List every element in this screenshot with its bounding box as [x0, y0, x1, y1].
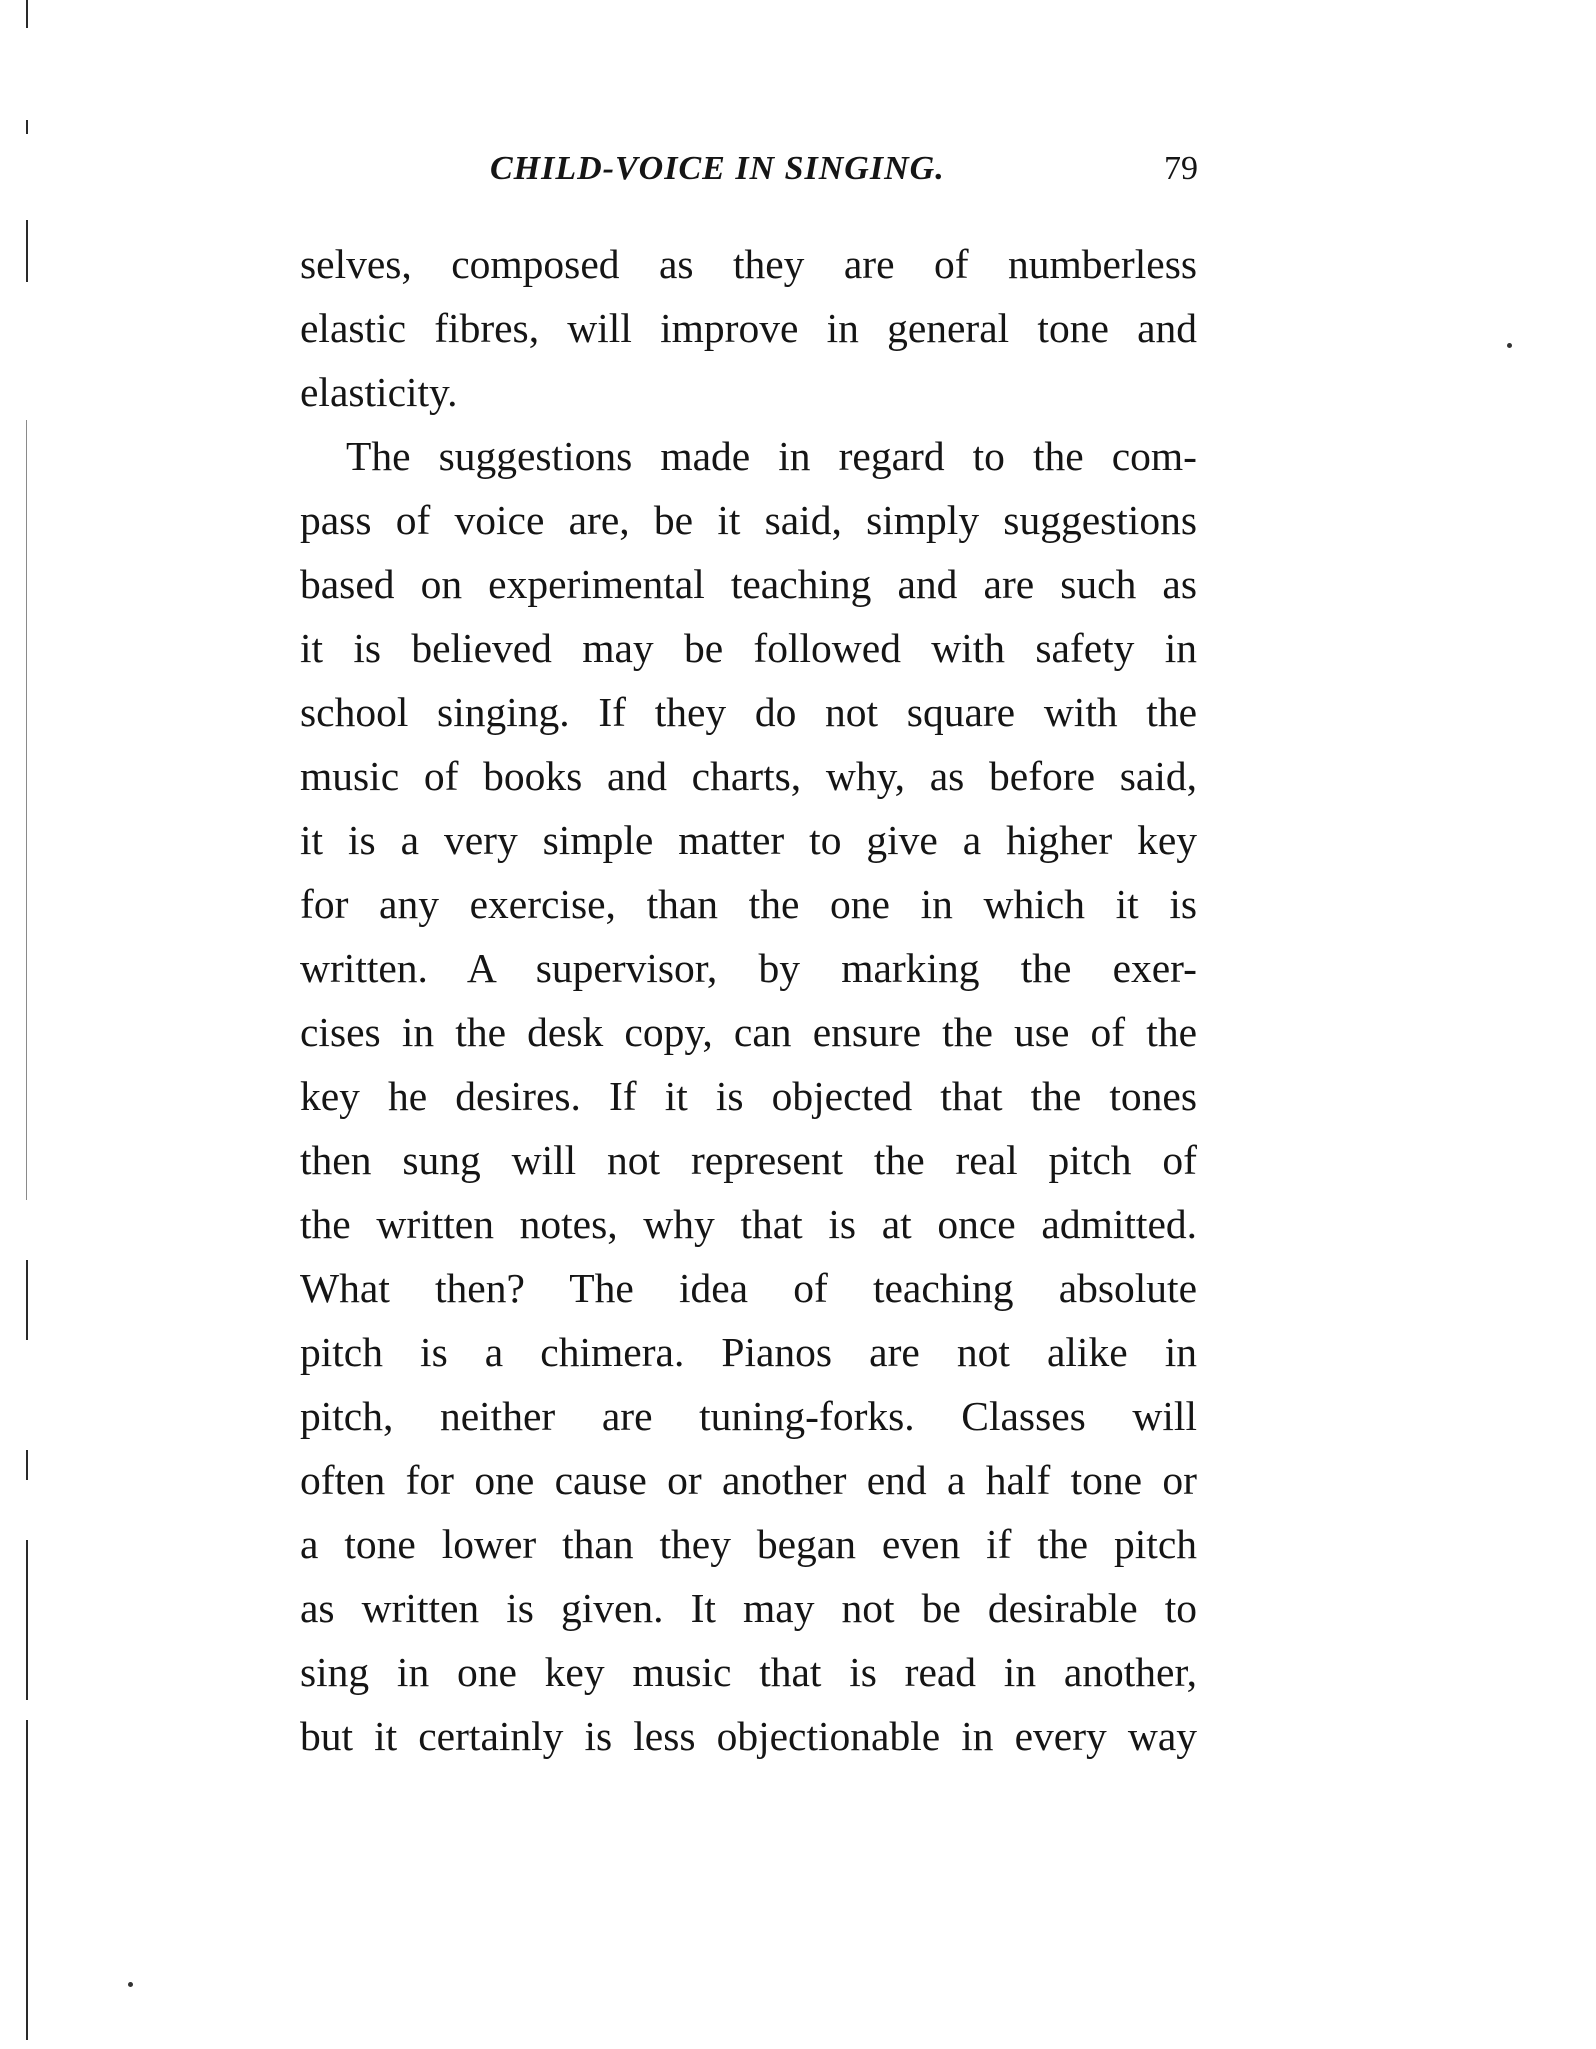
scan-speck: [1507, 343, 1512, 348]
scan-edge-mark: [26, 1260, 28, 1340]
text-line: music of books and charts, why, as before said,: [300, 753, 1197, 799]
paragraph: [300, 232, 1197, 424]
scan-speck: [128, 1982, 133, 1987]
text-line: pitch is a chimera. Pianos are not alike in: [300, 1329, 1197, 1375]
text-line: then sung will not represent the real pitch of: [300, 1137, 1197, 1183]
text-line: a tone lower than they began even if the pitch: [300, 1521, 1197, 1567]
text-line: selves, composed as they are of numberless: [300, 241, 1197, 287]
text-line: sing in one key music that is read in another,: [300, 1649, 1197, 1695]
text-line: What then? The idea of teaching absolute: [300, 1265, 1197, 1311]
scan-edge-mark: [26, 120, 28, 134]
text-line: school singing. If they do not square with the: [300, 689, 1197, 735]
text-line: for any exercise, than the one in which it is: [300, 881, 1197, 927]
text-line: as written is given. It may not be desirable to: [300, 1585, 1197, 1631]
scan-edge-mark: [26, 1720, 28, 2040]
scan-edge-mark: [26, 1450, 28, 1480]
running-head: [490, 150, 1214, 200]
text-line: based on experimental teaching and are such as: [300, 561, 1197, 607]
text-line: cises in the desk copy, can ensure the use of the: [300, 1009, 1197, 1055]
scan-edge-mark: [26, 220, 28, 282]
text-line: it is believed may be followed with safety in: [300, 625, 1197, 671]
scan-edge-mark: [26, 0, 28, 28]
text-line: elasticity.: [300, 369, 458, 415]
page-number: 79: [1164, 150, 1198, 187]
running-title: CHILD-VOICE IN SINGING.: [490, 150, 945, 187]
text-line: The suggestions made in regard to the com-: [346, 433, 1197, 479]
text-line: pitch, neither are tuning-forks. Classes will: [300, 1393, 1197, 1439]
text-line: it is a very simple matter to give a higher key: [300, 817, 1197, 863]
text-line: but it certainly is less objectionable in every way: [300, 1713, 1197, 1759]
text-line: written. A supervisor, by marking the exer-: [300, 945, 1197, 991]
text-line: the written notes, why that is at once admitted.: [300, 1201, 1197, 1247]
text-line: key he desires. If it is objected that the tones: [300, 1073, 1197, 1119]
text-line: pass of voice are, be it said, simply suggestions: [300, 497, 1197, 543]
text-line: elastic fibres, will improve in general tone and: [300, 305, 1197, 351]
scan-edge-mark: [26, 1540, 28, 1700]
text-line: often for one cause or another end a half tone or: [300, 1457, 1197, 1503]
paragraph: [300, 424, 1197, 1768]
scan-edge-mark: [26, 420, 27, 1200]
body-text: [300, 232, 1197, 1768]
